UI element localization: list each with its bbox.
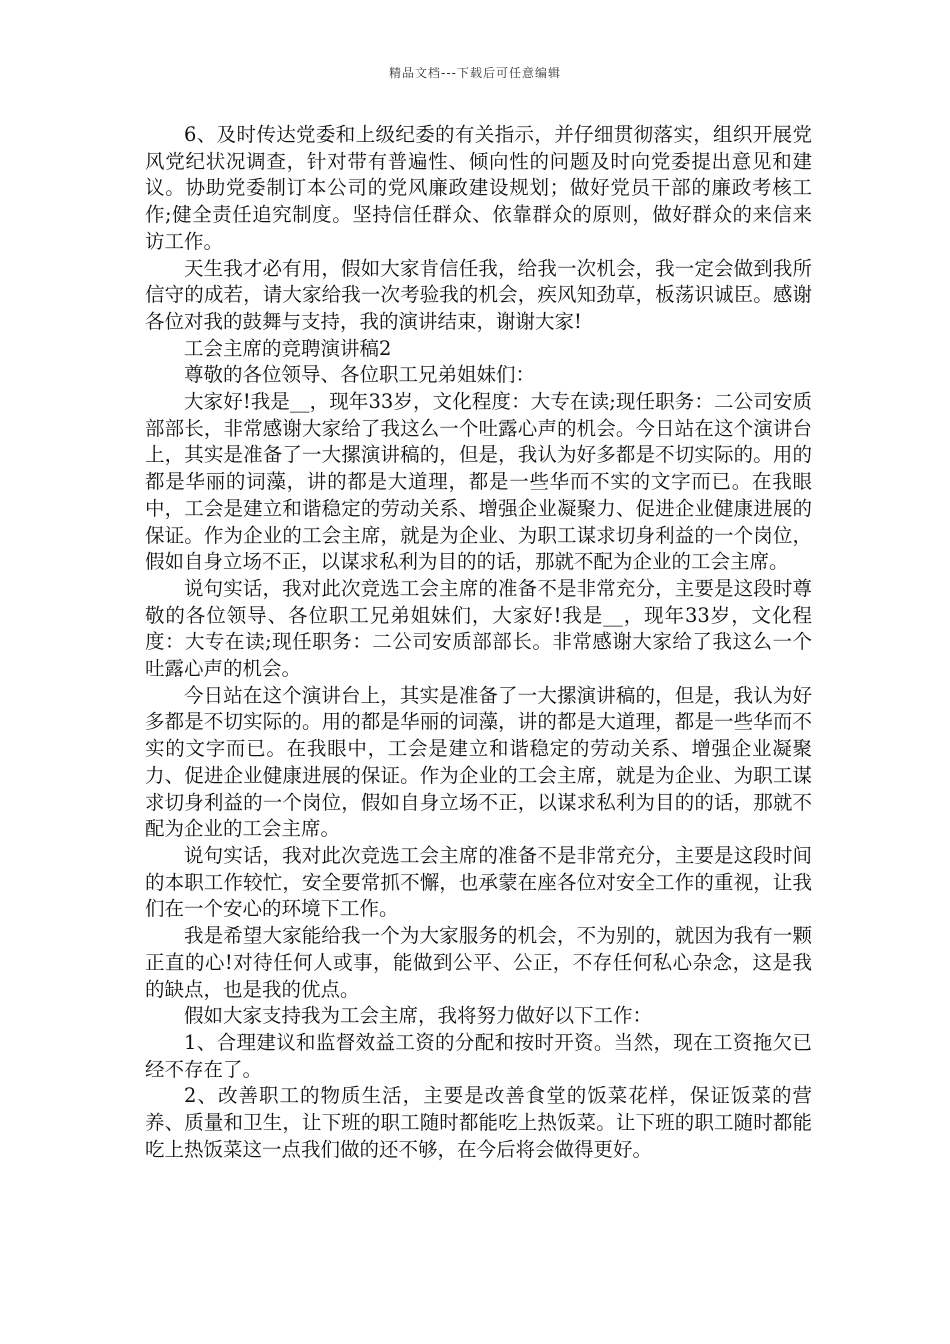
- list-item-wages: 1、合理建议和监督效益工资的分配和按时开资。当然，现在工资拖欠已经不存在了。: [145, 1030, 812, 1081]
- list-item-canteen: 2、改善职工的物质生活，主要是改善食堂的饭菜花样，保证饭菜的营养、质量和卫生，让下班的职工随时都能吃上热饭菜。让下班的职工随时都能吃上热饭菜这一点我们做的还不够，在今后将会做得更好。: [145, 1084, 812, 1161]
- salutation: 尊敬的各位领导、各位职工兄弟姐妹们：: [184, 363, 536, 387]
- paragraph-plan-intro: 假如大家支持我为工会主席，我将努力做好以下工作：: [184, 1004, 653, 1028]
- paragraph-service: 我是希望大家能给我一个为大家服务的机会，不为别的，就因为我有一颗正直的心!对待任何人或事，能做到公平、公正，不存任何私心杂念，这是我的缺点，也是我的优点。: [145, 924, 812, 1001]
- paragraph-closing: 天生我才必有用，假如大家肯信任我，给我一次机会，我一定会做到我所信守的成若，请大家给我一次考验我的机会，疾风知劲草，板荡识诚臣。感谢各位对我的鼓舞与支持，我的演讲结束，谢谢大家!: [145, 256, 812, 333]
- page-header: 精品文档---下载后可任意编辑: [389, 66, 561, 80]
- paragraph-duty-6: 6、及时传达党委和上级纪委的有关指示，并仔细贯彻落实，组织开展党风党纪状况调查，针对带有普遍性、倾向性的问题及时向党委提出意见和建议。协助党委制订本公司的党风廉政建设规划；做好党员干部的廉政考核工作;健全责任追究制度。坚持信任群众、依靠群众的原则，做好群众的来信来访工作。: [145, 123, 812, 253]
- speech-title: 工会主席的竞聘演讲稿2: [184, 336, 392, 360]
- paragraph-workload: 说句实话，我对此次竞选工会主席的准备不是非常充分，主要是这段时间的本职工作较忙，安全要常抓不懈，也承蒙在座各位对安全工作的重视，让我们在一个安心的环境下工作。: [145, 843, 812, 921]
- document-body: [145, 122, 812, 1163]
- paragraph-preparation: 说句实话，我对此次竞选工会主席的准备不是非常充分，主要是这段时尊敬的各位领导、各位职工兄弟姐妹们，大家好!我是__，现年33岁，文化程度：大专在读;现任职务：二公司安质部部长。非常感谢大家给了我这么一个吐露心声的机会。: [145, 576, 812, 681]
- paragraph-introduction: 大家好!我是__，现年33岁，文化程度：大专在读;现任职务：二公司安质部部长，非常感谢大家给了我这么一个吐露心声的机会。今日站在这个演讲台上，其实是准备了一大摞演讲稿的，但是，我认为好多都是不切实际的。用的都是华丽的词藻，讲的都是大道理，都是一些华而不实的文字而已。在我眼中，工会是建立和谐稳定的劳动关系、增强企业凝聚力、促进企业健康进展的保证。作为企业的工会主席，就是为企业、为职工谋求切身利益的一个岗位，假如自身立场不正，以谋求私利为目的的话，那就不配为企业的工会主席。: [145, 390, 812, 574]
- paragraph-podium: 今日站在这个演讲台上，其实是准备了一大摞演讲稿的，但是，我认为好多都是不切实际的。用的都是华丽的词藻，讲的都是大道理，都是一些华而不实的文字而已。在我眼中，工会是建立和谐稳定的劳动关系、增强企业凝聚力、促进企业健康进展的保证。作为企业的工会主席，就是为企业、为职工谋求切身利益的一个岗位，假如自身立场不正，以谋求私利为目的的话，那就不配为企业的工会主席。: [145, 683, 812, 841]
